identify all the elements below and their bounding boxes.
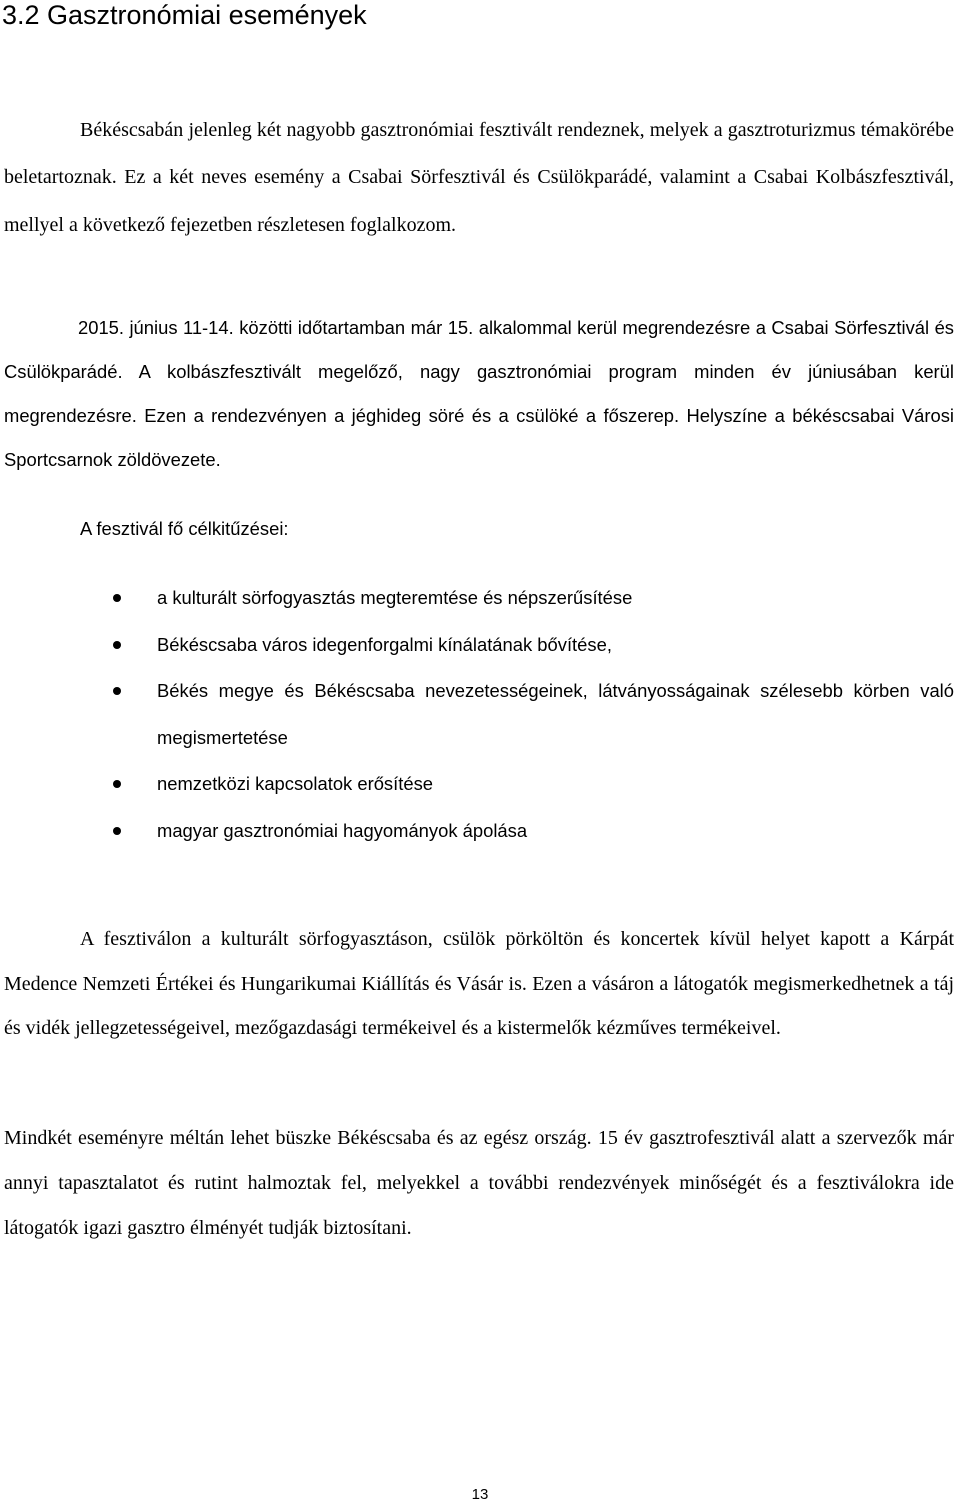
- page-number: 13: [471, 1486, 489, 1503]
- list-item: [0, 808, 960, 855]
- paragraph-beer-festival: 2015. június 11-14. közötti időtartamban már 15. alkalommal kerül megrendezésre a Csabai Sörfesztivál és Csülökparádé. A kolbászfesztivált megelőző, nagy gasztronómiai program minden év júniusában kerül megrendezésre. Ezen a rendezvényen a jéghideg söré és a csülöké a főszerep. Helyszíne a békéscsabai Városi Sportcsarnok zöldövezete.: [4, 317, 954, 470]
- list-item-text: nemzetközi kapcsolatok erősítése: [157, 773, 433, 794]
- bullet-icon: [113, 641, 121, 649]
- paragraph-conclusion: Mindkét eseményre méltán lehet büszke Békéscsaba és az egész ország. 15 év gasztrofesztivál alatt a szervezők már annyi tapasztalatot és rutint halmoztak fel, melyekkel a további rendezvények minőségét és a fesztiválokra ide látogatók igazi gasztro élményét tudják biztosítani.: [4, 1127, 954, 1239]
- list-item: [0, 668, 960, 761]
- list-item-text: magyar gasztronómiai hagyományok ápolása: [157, 819, 528, 841]
- list-item-text: Békés megye és Békéscsaba nevezetességeinek, látványosságainak szélesebb körben való megismertetése: [157, 680, 954, 748]
- section-heading: 3.2 Gasztronómiai események: [2, 0, 367, 30]
- paragraph-fair: A fesztiválon a kulturált sörfogyasztáson, csülök pörköltön és koncertek kívül helyet kapott a Kárpát Medence Nemzeti Értékei és Hungarikumai Kiállítás és Vásár is. Ezen a vásáron a látogatók megismerkedhetnek a táj és vidék jellegzetességeivel, mezőgazdasági termékeivel és a kistermelők kézműves termékeivel.: [4, 928, 954, 1039]
- goals-list: [0, 575, 960, 854]
- bullet-icon: [113, 687, 121, 695]
- list-item-text: Békéscsaba város idegenforgalmi kínálatának bővítése,: [157, 633, 612, 655]
- list-item: [0, 622, 960, 669]
- list-item: [0, 575, 960, 622]
- bullet-icon: [113, 827, 121, 835]
- bullet-icon: [113, 780, 121, 788]
- list-item: [0, 761, 960, 808]
- bullet-icon: [113, 594, 121, 602]
- list-item-text: a kulturált sörfogyasztás megteremtése és népszerűsítése: [157, 587, 633, 608]
- goals-intro: A fesztivál fő célkitűzései:: [80, 518, 289, 539]
- paragraph-intro: Békéscsabán jelenleg két nagyobb gasztronómiai fesztivált rendeznek, melyek a gasztroturizmus témakörébe beletartoznak. Ez a két neves esemény a Csabai Sörfesztivál és Csülökparádé, valamint a Csabai Kolbászfesztivál, mellyel a következő fejezetben részletesen foglalkozom.: [4, 119, 954, 236]
